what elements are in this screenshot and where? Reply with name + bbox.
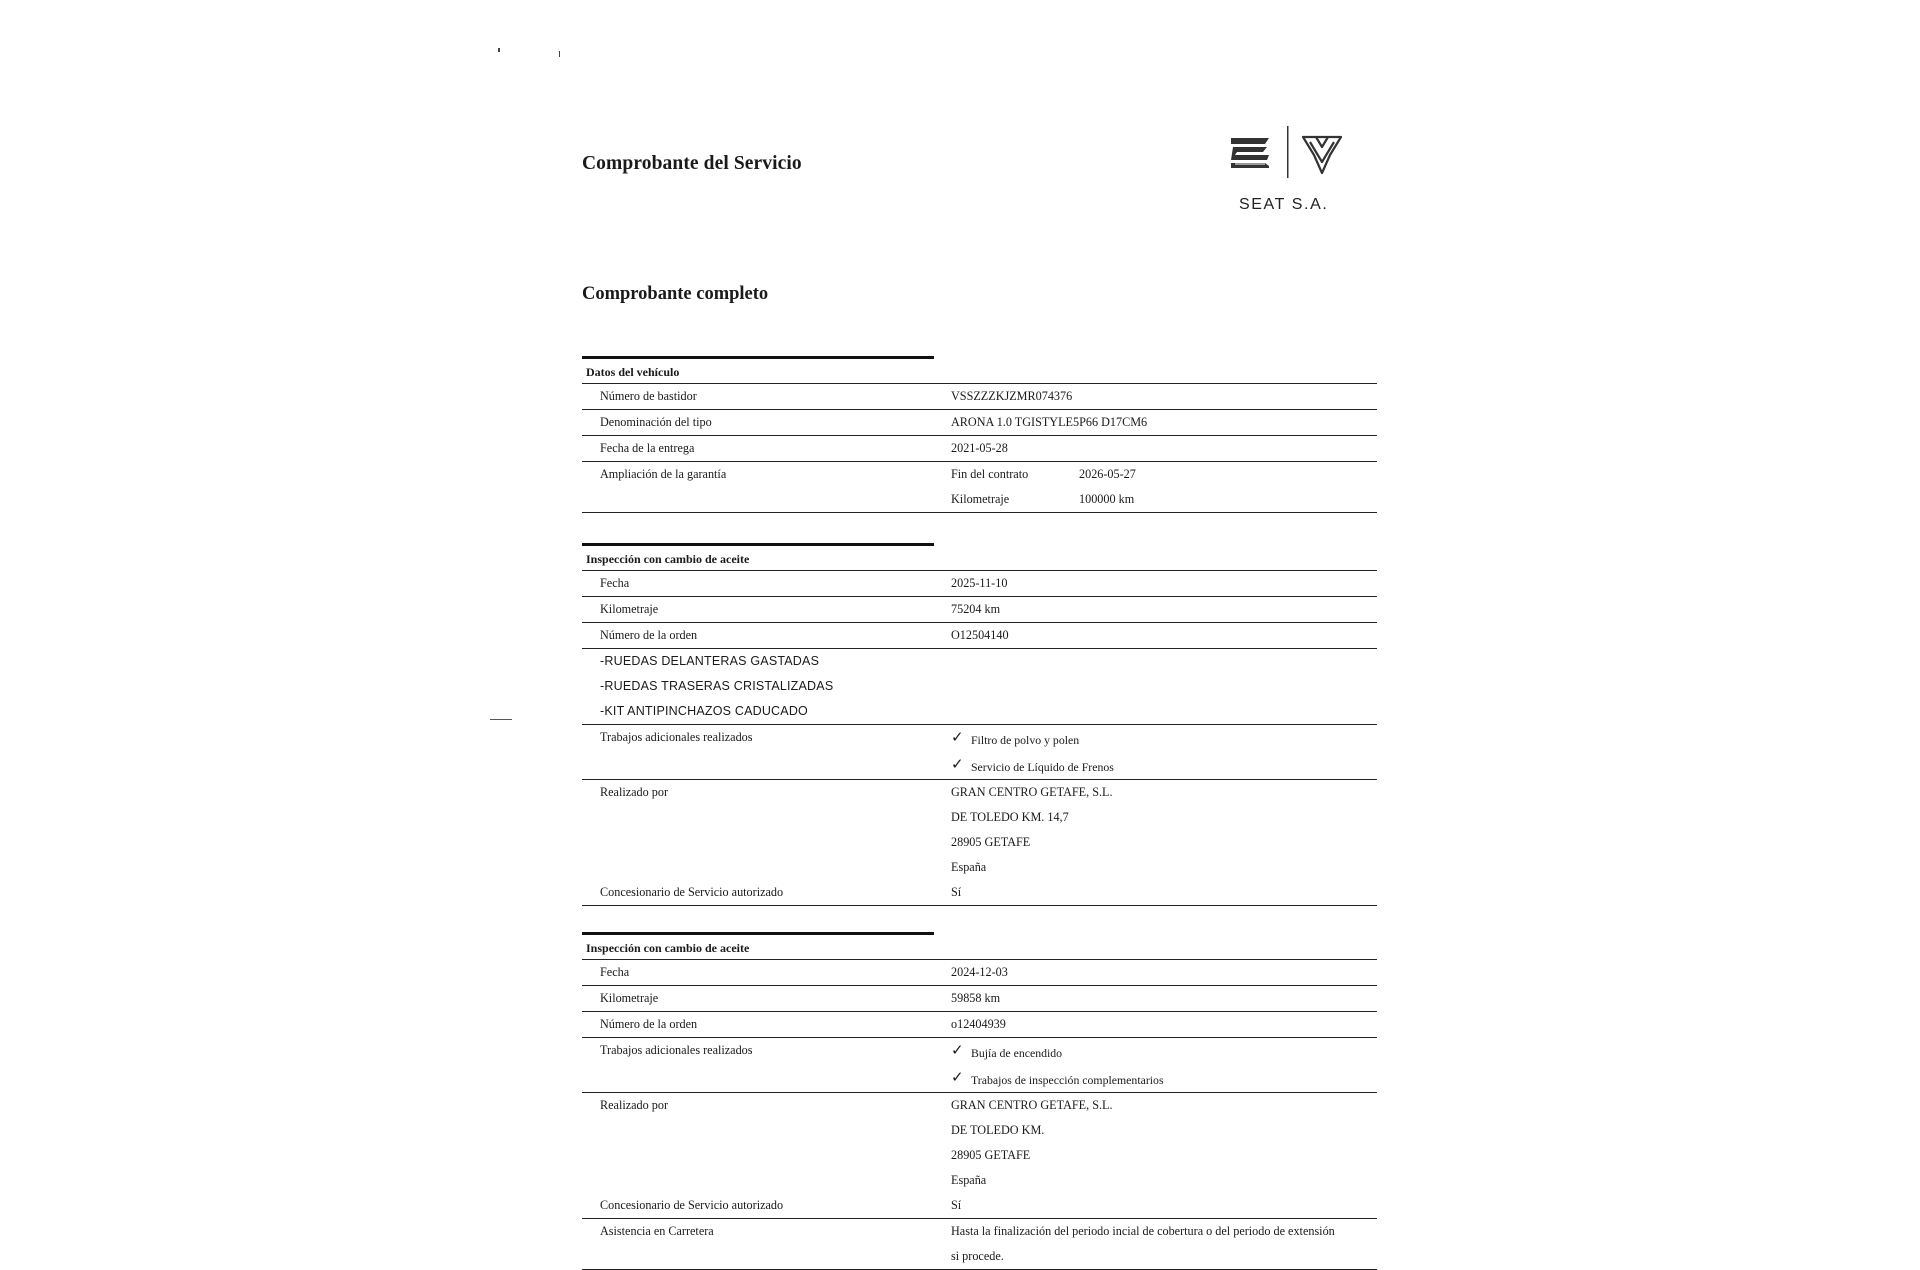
- table-row: [582, 1038, 1377, 1093]
- note-item: -RUEDAS DELANTERAS GASTADAS: [600, 654, 820, 668]
- work-item: [951, 1038, 1377, 1065]
- mileage-label: Kilometraje: [600, 602, 659, 616]
- seat-logo-icon: [1231, 138, 1269, 168]
- address-line: 28905 GETAFE: [951, 1148, 1031, 1162]
- date-label: Fecha: [600, 576, 630, 590]
- address-line: 28905 GETAFE: [951, 835, 1031, 849]
- additional-works-list: [951, 725, 1377, 779]
- cupra-logo-icon: [1303, 137, 1341, 173]
- done-by-label: Realizado por: [600, 1098, 669, 1112]
- delivery-date-label: Fecha de la entrega: [600, 441, 695, 455]
- warranty-label: Ampliación de la garantía: [600, 467, 727, 481]
- table-row: [582, 462, 1377, 513]
- roadside-line: Hasta la finalización del periodo incial de cobertura o del periodo de extensión: [951, 1224, 1335, 1238]
- work-item: [951, 725, 1377, 752]
- roadside-line: si procede.: [951, 1249, 1004, 1263]
- notes-row: [582, 649, 1377, 725]
- date-value: 2025-11-10: [951, 576, 1008, 590]
- order-number-value: o12404939: [951, 1017, 1006, 1031]
- authorized-dealer-value: Sí: [951, 1198, 962, 1212]
- check-icon: ✓: [951, 1070, 964, 1086]
- table-row: [582, 880, 1377, 906]
- table-row: [582, 1012, 1377, 1038]
- type-value: ARONA 1.0 TGISTYLE5P66 D17CM6: [951, 415, 1148, 429]
- address-line: DE TOLEDO KM.: [951, 1123, 1045, 1137]
- note-item: -RUEDAS TRASERAS CRISTALIZADAS: [600, 679, 834, 693]
- page-title: Comprobante del Servicio: [582, 153, 802, 174]
- date-label: Fecha: [600, 965, 630, 979]
- note-item: -KIT ANTIPINCHAZOS CADUCADO: [600, 704, 808, 718]
- work-item-label: Filtro de polvo y polen: [971, 733, 1080, 747]
- warranty-mileage-pair: [951, 487, 1377, 512]
- margin-mark: [490, 719, 512, 720]
- done-by-address: [951, 1093, 1377, 1193]
- address-line: España: [951, 1173, 987, 1187]
- roadside-assistance-label: Asistencia en Carretera: [600, 1224, 714, 1238]
- table-row: [582, 384, 1377, 410]
- document-subtitle: Comprobante completo: [582, 284, 769, 304]
- address-line: DE TOLEDO KM. 14,7: [951, 810, 1069, 824]
- done-by-address: [951, 780, 1377, 880]
- table-row: [582, 960, 1377, 986]
- table-row: [582, 986, 1377, 1012]
- vin-label: Número de bastidor: [600, 389, 697, 403]
- date-value: 2024-12-03: [951, 965, 1008, 979]
- contract-end-label: Fin del contrato: [951, 467, 1029, 481]
- work-item: [951, 752, 1377, 779]
- warranty-mileage-value: 100000 km: [1079, 492, 1135, 506]
- table-row: [582, 436, 1377, 462]
- order-number-value: O12504140: [951, 628, 1009, 642]
- address-line: España: [951, 860, 987, 874]
- contract-end-value: 2026-05-27: [1079, 467, 1136, 481]
- section-heading: Inspección con cambio de aceite: [582, 935, 1377, 960]
- table-row: [582, 623, 1377, 649]
- check-icon: ✓: [951, 1043, 964, 1059]
- authorized-dealer-label: Concesionario de Servicio autorizado: [600, 885, 784, 899]
- section-heading: Inspección con cambio de aceite: [582, 546, 1377, 571]
- table-row: [582, 1219, 1377, 1270]
- check-icon: ✓: [951, 757, 964, 773]
- mileage-value: 75204 km: [951, 602, 1001, 616]
- address-line: GRAN CENTRO GETAFE, S.L.: [951, 1098, 1113, 1112]
- authorized-dealer-label: Concesionario de Servicio autorizado: [600, 1198, 784, 1212]
- additional-works-label: Trabajos adicionales realizados: [600, 730, 753, 744]
- section-heading: Datos del vehículo: [582, 359, 1377, 384]
- warranty-mileage-label: Kilometraje: [951, 492, 1010, 506]
- warranty-values: [951, 462, 1377, 512]
- table-row: [582, 597, 1377, 623]
- work-item-label: Trabajos de inspección complementarios: [971, 1073, 1164, 1087]
- table-row: [582, 571, 1377, 597]
- vin-value: VSSZZZKJZMR074376: [951, 389, 1073, 403]
- type-label: Denominación del tipo: [600, 415, 712, 429]
- scan-speck: [559, 51, 560, 57]
- inspection-section: [582, 543, 1377, 906]
- table-row: [582, 780, 1377, 880]
- done-by-label: Realizado por: [600, 785, 669, 799]
- table-row: [582, 725, 1377, 780]
- roadside-assistance-value: [951, 1219, 1377, 1269]
- mileage-value: 59858 km: [951, 991, 1001, 1005]
- brand-name: SEAT S.A.: [1239, 196, 1329, 213]
- order-number-label: Número de la orden: [600, 1017, 698, 1031]
- authorized-dealer-value: Sí: [951, 885, 962, 899]
- notes-list: [582, 649, 1377, 724]
- address-line: GRAN CENTRO GETAFE, S.L.: [951, 785, 1113, 799]
- order-number-label: Número de la orden: [600, 628, 698, 642]
- vehicle-data-section: [582, 356, 1377, 513]
- work-item-label: Bujía de encendido: [971, 1046, 1063, 1060]
- scan-speck: [498, 48, 500, 52]
- check-icon: ✓: [951, 730, 964, 746]
- table-row: [582, 1193, 1377, 1219]
- contract-end-pair: [951, 462, 1377, 487]
- work-item: [951, 1065, 1377, 1092]
- inspection-section: [582, 932, 1377, 1270]
- work-item-label: Servicio de Líquido de Frenos: [971, 760, 1114, 774]
- table-row: [582, 410, 1377, 436]
- additional-works-label: Trabajos adicionales realizados: [600, 1043, 753, 1057]
- table-row: [582, 1093, 1377, 1193]
- additional-works-list: [951, 1038, 1377, 1092]
- delivery-date-value: 2021-05-28: [951, 441, 1008, 455]
- mileage-label: Kilometraje: [600, 991, 659, 1005]
